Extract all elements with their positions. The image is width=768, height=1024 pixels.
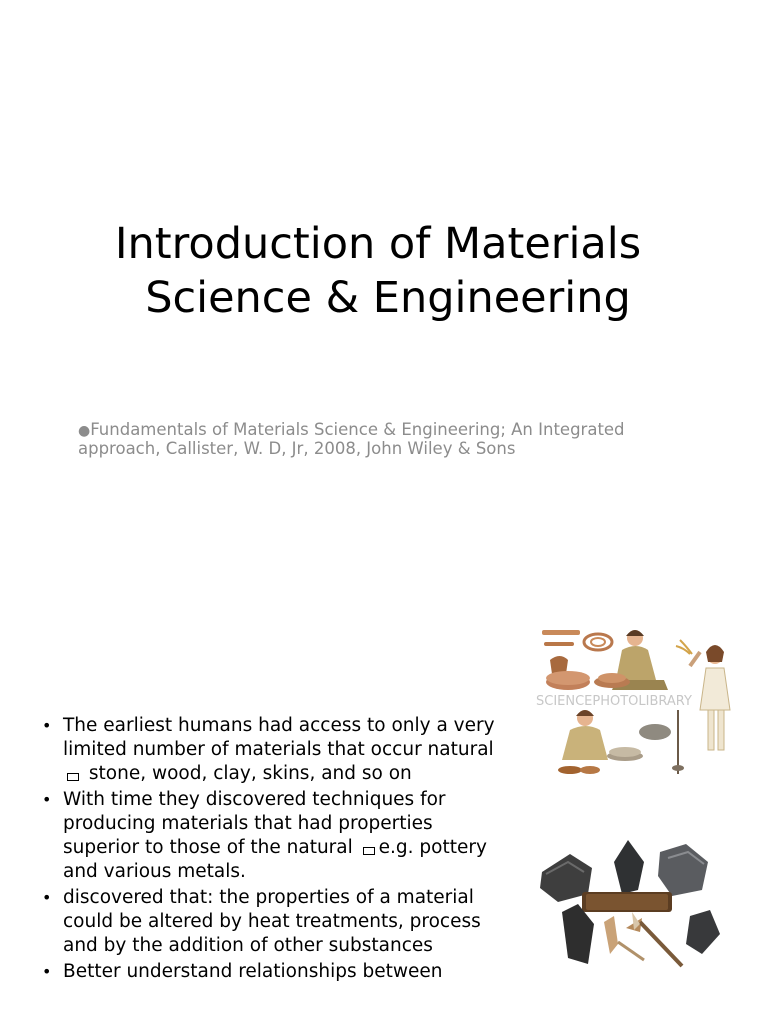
bullet-item [40, 788, 500, 884]
missing-glyph-icon [67, 773, 79, 781]
bullet-text: Better understand relationships between [63, 961, 443, 982]
missing-glyph-icon [363, 847, 375, 855]
bullet-dot: • [42, 888, 52, 907]
slide-title [0, 217, 768, 325]
bullet-text: With time they discovered techniques for producing materials that had properties superior to those of the natural [63, 789, 446, 858]
bullet-dot: • [42, 716, 52, 735]
subtitle-bullet: ● [78, 423, 91, 439]
title-line-2: Science & Engineering [145, 272, 631, 323]
bullet-text-cont: e.g. pottery and various metals. [63, 837, 487, 882]
bullet-text: The earliest humans had access to only a very limited number of materials that occur natural [63, 715, 495, 760]
bullet-text: discovered that: the properties of a material could be altered by heat treatments, process and by the addition of other substances [63, 887, 481, 956]
bullet-dot: • [42, 962, 52, 981]
reference-text: Fundamentals of Materials Science & Engineering; An Integrated approach, Callister, W. D, Jr, 2008, John Wiley & Sons [78, 420, 625, 458]
title-line-1: Introduction of Materials [114, 218, 642, 269]
bullet-item [40, 714, 500, 786]
bullet-item [40, 960, 500, 984]
bullet-dot: • [42, 790, 52, 809]
bullet-list [40, 714, 500, 986]
watermark: SCIENCEPHOTOLIBRARY [536, 694, 692, 709]
stone-tools-photo [532, 832, 732, 982]
bullet-text-cont: stone, wood, clay, skins, and so on [83, 763, 412, 784]
bullet-item [40, 886, 500, 958]
reference-subtitle [78, 421, 698, 458]
